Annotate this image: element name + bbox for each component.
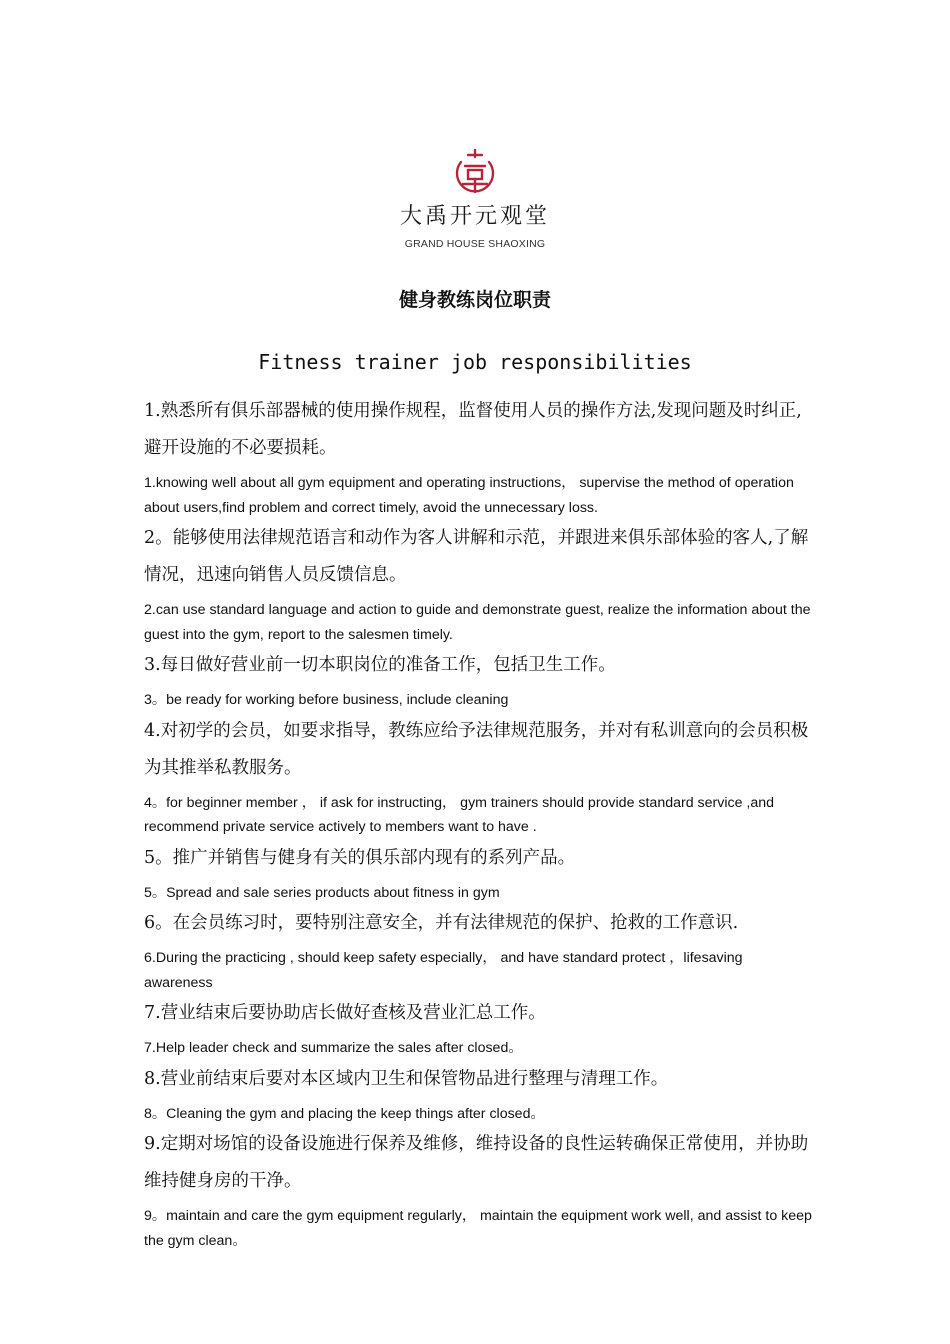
item-chinese-text: 6。在会员练习时，要特别注意安全，并有法律规范的保护、抢救的工作意识. xyxy=(144,913,739,933)
item-chinese-text: 3.每日做好营业前一切本职岗位的准备工作，包括卫生工作。 xyxy=(144,655,616,675)
responsibility-item xyxy=(144,995,812,1061)
responsibility-item xyxy=(144,713,812,840)
item-chinese-text: 8.营业前结束后要对本区域内卫生和保管物品进行整理与清理工作。 xyxy=(144,1068,669,1089)
hotel-logo xyxy=(395,148,555,257)
item-chinese-text: 1.熟悉所有俱乐部器械的使用操作规程，监督使用人员的操作方法,发现问题及时纠正,避开设施的不必要损耗。 xyxy=(144,401,802,458)
responsibility-item xyxy=(144,1126,812,1253)
item-chinese-text: 4.对初学的会员，如要求指导，教练应给予法律规范服务，并对有私训意向的会员积极为其推举私教服务。 xyxy=(144,720,809,778)
item-english-text: 4。for beginner member ， if ask for instructing， gym trainers should provide standard service ,and recommend private service actively to members want to have . xyxy=(144,794,775,835)
responsibility-item xyxy=(144,520,812,647)
document-title-english: Fitness trainer job responsibilities xyxy=(258,350,692,374)
item-english-text: 7.Help leader check and summarize the sales after closed。 xyxy=(144,1040,523,1056)
item-chinese-text: 9.定期对场馆的设备设施进行保养及维修，维持设备的良性运转确保正常使用，并协助维持健身房的干净。 xyxy=(144,1134,809,1191)
document-title-chinese: 健身教练岗位职责 xyxy=(398,289,551,311)
item-english-text: 6.During the practicing , should keep safety especially， and have standard protect ，lifesaving awareness xyxy=(144,950,743,991)
item-english-text: 3。be ready for working before business, include cleaning xyxy=(144,692,509,708)
responsibilities-list xyxy=(144,393,812,1253)
item-chinese-text: 2。能够使用法律规范语言和动作为客人讲解和示范，并跟进来俱乐部体验的客人,了解情况，迅速向销售人员反馈信息。 xyxy=(144,528,809,585)
responsibility-item xyxy=(144,647,812,713)
item-english-text: 1.knowing well about all gym equipment and operating instructions， supervise the method of operation about users,find problem and correct timely, avoid the unnecessary loss. xyxy=(144,475,794,516)
responsibility-item xyxy=(144,393,812,520)
responsibility-item xyxy=(144,905,812,995)
item-english-text: 8。Cleaning the gym and placing the keep things after closed。 xyxy=(144,1105,545,1122)
responsibility-item xyxy=(144,840,812,906)
item-english-text: 2.can use standard language and action to guide and demonstrate guest, realize the information about the guest into the gym, report to the salesmen timely. xyxy=(144,602,811,643)
item-english-text: 5。Spread and sale series products about fitness in gym xyxy=(144,884,500,901)
item-chinese-text: 7.营业结束后要协助店长做好查核及营业汇总工作。 xyxy=(144,1003,546,1023)
logo-chinese-name: 大禹开元观堂 xyxy=(399,204,550,229)
responsibility-item xyxy=(144,1061,812,1127)
item-chinese-text: 5。推广并销售与健身有关的俱乐部内现有的系列产品。 xyxy=(144,847,576,868)
item-english-text: 9。maintain and care the gym equipment regularly， maintain the equipment work well, and assist to keep the gym clean。 xyxy=(144,1208,812,1249)
logo-emblem-icon xyxy=(452,148,498,198)
logo-english-name: GRAND HOUSE SHAOXING xyxy=(404,238,546,250)
